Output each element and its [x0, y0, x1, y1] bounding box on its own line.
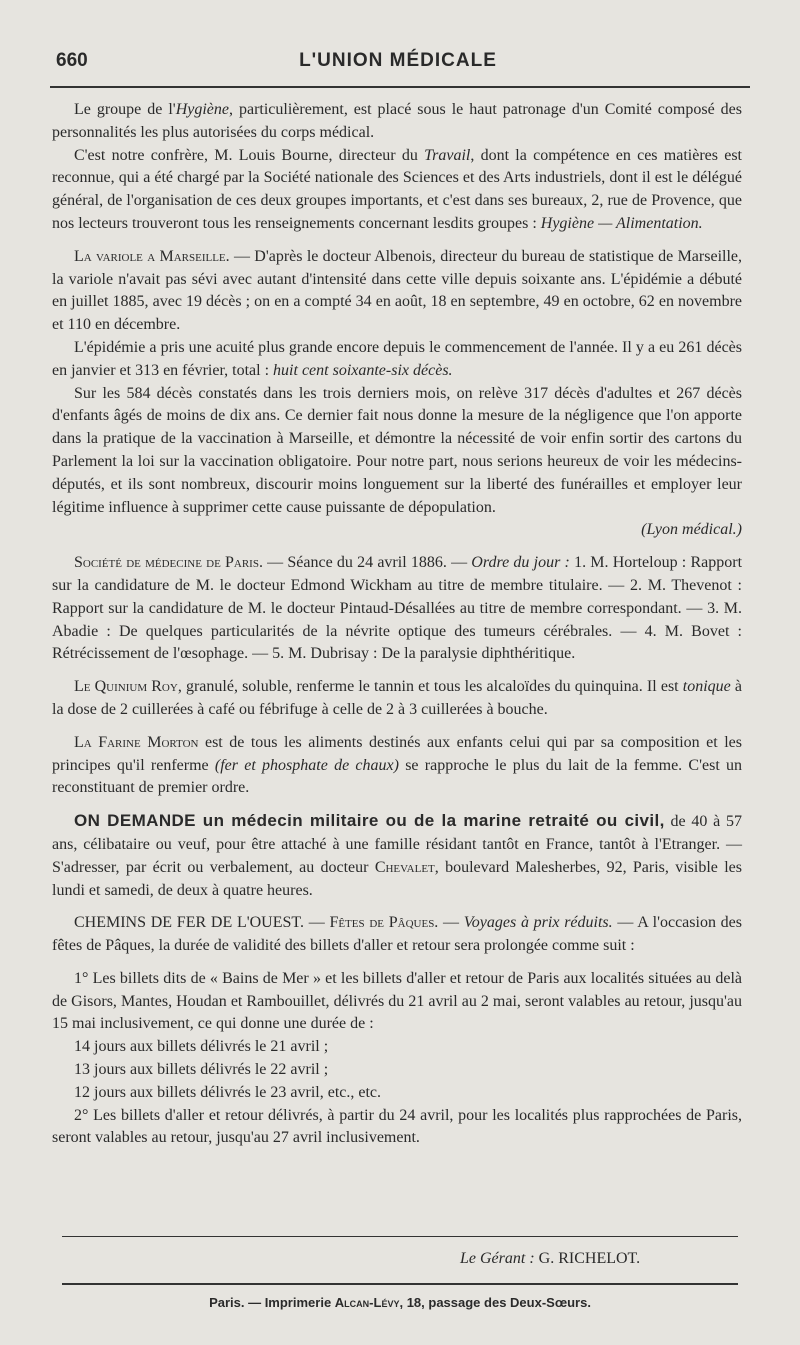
variole-paragraph-3: Sur les 584 décès constatés dans les trois derniers mois, on relève 317 décès d'adultes et 267 décès d'enfants âgés de moins de dix ans. Ce dernier fait nous donne la mesure de la négligence que l'on apporte dans la pratique de la vaccination à Marseille, et démontre la nécessité de voir enfin sortir des cartons du Parlement la loi sur la vaccination obligatoire. Pour notre part, nous serions heureux de voir les médecins-députés, et ils sont nombreux, discourir moins longuement sur la liberté des funérailles et employer leur légitime influence à supprimer cette cause puissante de dépopulation. [52, 384, 742, 516]
imprint-rule [62, 1283, 738, 1285]
footer-rule [62, 1236, 738, 1237]
header-rule [50, 86, 750, 88]
chemins-item-2: 2° Les billets d'aller et retour délivrés, à partir du 24 avril, pour les localités plus rapprochées de Paris, seront valables au retour, jusqu'au 27 avril inclusivement. [52, 1106, 742, 1147]
societe-title: Société de médecine de Paris. [74, 554, 263, 572]
page-number: 660 [56, 50, 88, 71]
farine-paragraph: La Farine Morton est de tous les aliments destinés aux enfants celui qui par sa composition et les principes qu'il renferme (fer et phosphate de chaux) se rapproche le plus du lait de la femme. C'est un reconstituant de premier ordre. [52, 733, 743, 797]
imprint-line: Paris. — Imprimerie Alcan-Lévy, 18, passage des Deux-Sœurs. [209, 1295, 591, 1310]
demande-paragraph: ON DEMANDE un médecin militaire ou de la marine retraité ou civil, de 40 à 57 ans, célibataire ou veuf, pour être attaché à une famille résidant tantôt en France, tantôt à l'Etranger. — S'adresser, par écrit ou verbalement, au docteur Chevalet, boulevard Malesherbes, 92, Paris, visible les lundi et samedi, de deux à quatre heures. [52, 811, 743, 899]
page-header [48, 50, 748, 76]
chemins-duration-2: 13 jours aux billets délivrés le 22 avril ; [74, 1061, 329, 1079]
chemins-item-1: 1° Les billets dits de « Bains de Mer » et les billets d'aller et retour de Paris aux localités situées au delà de Gisors, Mantes, Houdan et Rambouillet, délivrés du 21 avril au 2 mai, seront valables au retour, jusqu'au 15 mai inclusivement, ce qui donne une durée de : [52, 969, 742, 1033]
hygiene-paragraph-1: Le groupe de l'Hygiène, particulièrement, est placé sous le haut patronage d'un Comité composé des personnalités les plus autorisées du corps médical. [52, 101, 742, 141]
chemins-duration-3: 12 jours aux billets délivrés le 23 avril, etc., etc. [74, 1083, 382, 1101]
chemins-paragraph: CHEMINS DE FER DE L'OUEST. — Fêtes de Pâques. — Voyages à prix réduits. — A l'occasion des fêtes de Pâques, la durée de validité des billets d'aller et retour sera prolongée comme suit : [52, 914, 742, 955]
chemins-list [52, 968, 742, 1150]
chemins-duration-1: 14 jours aux billets délivrés le 21 avril ; [74, 1038, 329, 1056]
journal-title: L'UNION MÉDICALE [299, 50, 497, 71]
quinium-paragraph: Le Quinium Roy, granulé, soluble, renferme le tannin et tous les alcaloïdes du quinquina. Il est tonique à la dose de 2 cuillerées à café ou fébrifuge à celle de 2 à 3 cuillerées à bouche. [52, 678, 743, 718]
societe-paragraph: Société de médecine de Paris. — Séance du 24 avril 1886. — Ordre du jour : 1. M. Horteloup : Rapport sur la candidature de M. le docteur Edmond Wickham au titre de membre titulaire. — 2. M. Thevenot : Rapport sur la candidature de M. le docteur Pintaud-Désallées au titre de membre correspondant. — 3. M. Abadie : De quelques particularités de la névrite optique des tumeurs cérébrales. — 4. M. Bovet : Rétrécissement de l'œsophage. — 5. M. Dubrisay : De la paralysie diphthéritique. [52, 554, 743, 663]
variole-source: (Lyon médical.) [641, 521, 742, 539]
demande-lead: ON DEMANDE un médecin militaire ou de la marine retraité ou civil, [74, 811, 665, 831]
article-body [52, 99, 742, 1150]
variole-title: La variole a Marseille. [74, 247, 230, 265]
chemins-lead: CHEMINS DE FER DE L'OUEST. [74, 914, 304, 932]
hygiene-paragraph-2: C'est notre confrère, M. Louis Bourne, directeur du Travail, dont la compétence en ces matières est reconnue, qui a été chargé par la Société nationale des Sciences et des Arts industriels, dont il est le délégué général, de l'organisation de ces deux groupes importants, et c'est dans ses bureaux, 2, rue de Provence, que nos lecteurs trouveront tous les renseignements concernant lesdits groupes : Hygiène — Alimentation. [52, 146, 742, 232]
gerant-signature: Le Gérant : G. RICHELOT. [460, 1250, 641, 1267]
variole-paragraph-1: La variole a Marseille. — D'après le docteur Albenois, directeur du bureau de statistique de Marseille, la variole n'avait pas sévi avec autant d'intensité dans cette ville depuis soixante ans. L'épidémie a débuté en juillet 1885, avec 19 décès ; on en a compté 34 en août, 18 en septembre, 49 en octobre, 62 en novembre et 110 en décembre. [52, 247, 743, 334]
variole-paragraph-2: L'épidémie a pris une acuité plus grande encore depuis le commencement de l'année. Il y a eu 261 décès en janvier et 313 en février, total : huit cent soixante-six décès. [52, 338, 742, 379]
